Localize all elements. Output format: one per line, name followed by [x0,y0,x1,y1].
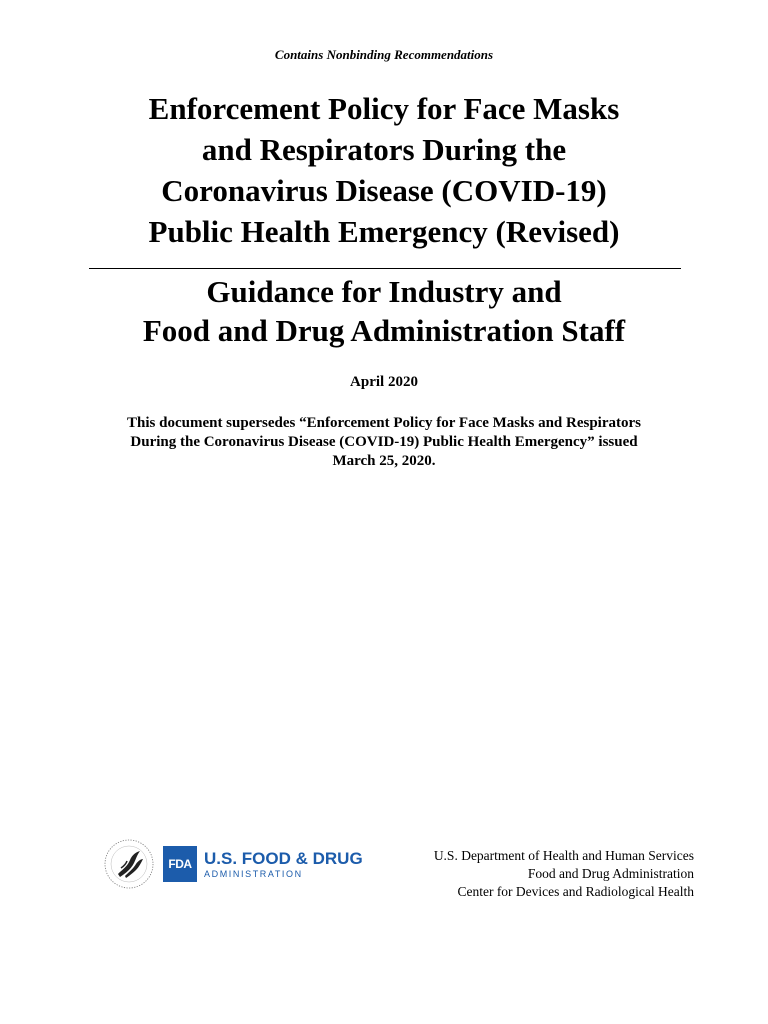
title-line-4: Public Health Emergency (Revised) [148,214,620,249]
fda-logo-box: FDA [163,846,197,882]
subtitle-line-1: Guidance for Industry and [206,274,562,309]
supersedes-note [60,414,708,471]
fda-logo-text [204,849,363,880]
agency-line-2: Food and Drug Administration [527,866,694,881]
title-line-3: Coronavirus Disease (COVID-19) [161,173,607,208]
fda-logo-name: U.S. FOOD & DRUG [204,848,363,868]
supersedes-line-2: During the Coronavirus Disease (COVID-19) Public Health Emergency” issued [130,434,638,450]
supersedes-line-3: March 25, 2020. [332,453,436,469]
fda-logo [163,846,363,882]
supersedes-line-1: This document supersedes “Enforcement Policy for Face Masks and Respirators [127,415,641,431]
agency-line-1: U.S. Department of Health and Human Services [433,848,694,863]
agency-line-3: Center for Devices and Radiological Health [457,884,694,899]
header-note: Contains Nonbinding Recommendations [274,47,494,62]
publication-date: April 2020 [350,374,418,390]
document-subtitle [60,272,708,350]
title-line-2: and Respirators During the [201,132,567,167]
title-line-1: Enforcement Policy for Face Masks [148,91,620,126]
hhs-seal-icon [103,838,155,890]
title-divider [89,268,681,269]
subtitle-line-2: Food and Drug Administration Staff [142,313,626,348]
fda-logo-sub: ADMINISTRATION [204,868,303,879]
agency-block [434,847,694,901]
document-title [60,88,708,252]
